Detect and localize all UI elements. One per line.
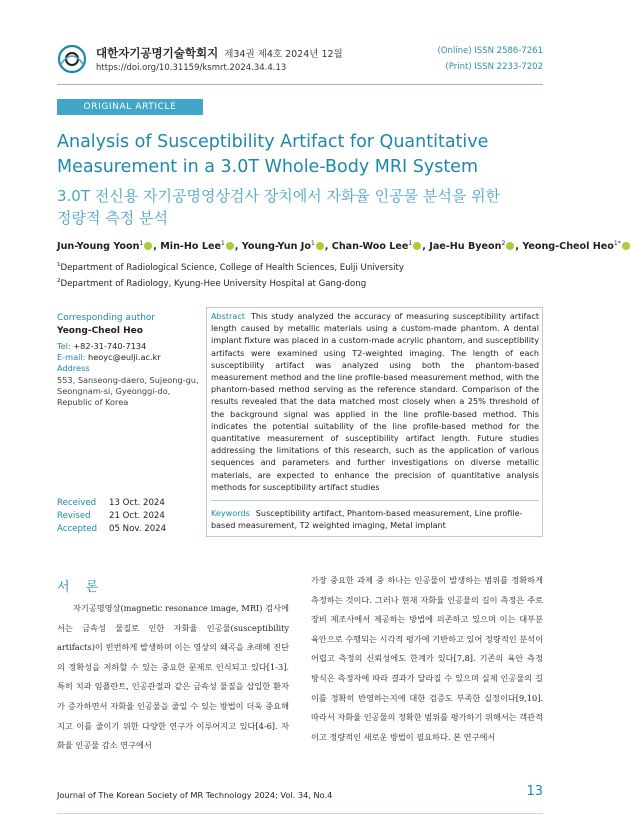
body-paragraph-left: 자기공명영상(magnetic resonance image, MRI) 검사에서는 금속성 물질로 인한 자화율 인공물(susceptibility artifacts)이 빈번하게 발생하며 이는 영상의 왜곡을 초래해 진단의 정확성을 저하할 수 있는 중요한 문제로 인식되고 있다[1-3]. 특히 치과 임플란트, 인공관절과 같은 금속성 물질을 삽입한 환자가 증가하면서 자화율 인공물을 줄일 수 있는 방법이 더욱 중요해지고 이를 줄이기 위한 다양한 연구가 이루어지고 있다[4-6]. 자화율 인공물 감소 연구에서 — [57, 603, 289, 751]
author-list: Jun-Young Yoon$^1$ , Min-Ho Lee$^1$ , Young-Yun Jo$^1$ , Chan-Woo Lee$^1$ , Jae-Hu Byeon$^2$ , Yeong-Cheol Heo$^{1*}$ — [57, 240, 557, 252]
author-name: Jae-Hu Byeon — [429, 241, 502, 253]
doi-link[interactable]: https://doi.org/10.31159/ksmrt.2024.34.4.13 — [96, 63, 287, 73]
title-english: Analysis of Susceptibility Artifact for Quantitative Measurement in a 3.0T Whole-Body MRI System — [57, 132, 489, 177]
title-korean: 3.0T 전신용 자기공명영상검사 장치에서 자화율 인공물 분석을 위한 정량적 측정 분석 — [57, 187, 501, 227]
body-paragraph-right: 가장 중요한 과제 중 하나는 인공물이 발생하는 범위를 정확하게 측정하는 것이다. 그러나 현재 자화율 인공물의 길이 측정은 주로 장비 제조사에서 제공하는 방법에 의존하고 있으며 이는 대부분 육안으로 수행되는 시각적 평가에 기반하고 있어 정량적인 분석이 어렵고 측정의 신뢰성에도 한계가 있다[7,8]. 기존의 육안 측정 방식은 측정자에 따라 결과가 달라질 수 있으며 실제 인공물의 길이를 정확히 반영하는지에 대한 검증도 부족한 실정이다[9,10]. 따라서 자화율 인공물의 정확한 범위를 평가하기 위해서는 객관적이고 정량적인 새로운 방법이 필요하다. 본 연구에서 — [311, 575, 543, 742]
keywords: Keywords Susceptibility artifact, Phantom-based measurement, Line profile-based measurement, T2 weighted imaging, Metal implant — [211, 508, 523, 531]
section-title: 서 론 — [57, 580, 105, 595]
orcid-icon[interactable] — [144, 242, 152, 250]
abstract: Abstract This study analyzed the accuracy of measuring susceptibility artifact length caused by metallic materials using a custom-made phantom. A dental implant fixture was placed in a custom-made acrylic phantom, and susceptibility artifacts were examined using T2-weighted imaging. The length of each susceptibility artifact was analyzed using both the phantom-based measurement method and the line profile-based measurement method, with the phantom-based method serving as the reference standard. Comparison of the results revealed that the data matched most closely when a 25% threshold of the background signal was applied in the line profile-based method. This indicates the potential suitability of the line profile-based method for the quantitative measurement of susceptibility artifact length. Future studies addressing the limitations of this research, such as the application of various sequences and parameters and further investigations on diverse metallic materials, are expected to enhance the precision of quantitative analysis methods for susceptibility artifact studies — [211, 311, 539, 492]
footer-journal: Journal of The Korean Society of MR Technology 2024; Vol. 34, No.4 — [57, 790, 333, 800]
orcid-icon[interactable] — [226, 242, 234, 250]
date-revised: Revised 21 Oct. 2024 — [57, 511, 165, 521]
orcid-icon[interactable] — [316, 242, 324, 250]
orcid-icon[interactable] — [413, 242, 421, 250]
address: 553, Sanseong-daero, Sujeong-gu, Seongnam-si, Gyeonggi-do, Republic of Korea — [57, 375, 199, 407]
author-name: Young-Yun Jo — [241, 241, 311, 253]
orcid-icon[interactable] — [506, 242, 514, 250]
author-name: Yeong-Cheol Heo — [522, 241, 614, 253]
journal-logo-icon — [57, 44, 87, 74]
address-label: Address — [57, 363, 90, 373]
issn-online: (Online) ISSN 2586-7261 — [437, 46, 543, 56]
email[interactable]: E-mail: heoyc@eulji.ac.kr — [57, 352, 161, 362]
journal-name: 대한자기공명기술학회지 제34권 제4호 2024년 12월 — [96, 46, 343, 60]
orcid-icon[interactable] — [622, 242, 630, 250]
author-name: Jun-Young Yoon — [57, 241, 140, 253]
issn-print: (Print) ISSN 2233-7202 — [445, 62, 543, 72]
corresponding-author-label: Corresponding author — [57, 313, 156, 323]
affiliation-2: $^2$Department of Radiology, Kyung-Hee University Hospital at Gang-dong — [57, 278, 367, 289]
date-received: Received 13 Oct. 2024 — [57, 498, 165, 508]
date-accepted: Accepted 05 Nov. 2024 — [57, 524, 167, 534]
article-type-badge: ORIGINAL ARTICLE — [57, 99, 203, 115]
header-divider — [57, 84, 543, 85]
keywords-divider — [211, 500, 539, 501]
tel: Tel: +82-31-740-7134 — [57, 341, 147, 351]
corresponding-author-name: Yeong-Cheol Heo — [57, 326, 143, 336]
footer-divider — [57, 813, 543, 814]
affiliation-1: $^1$Department of Radiological Science, College of Health Sciences, Eulji University — [57, 262, 404, 273]
author-name: Chan-Woo Lee — [331, 241, 409, 253]
author-name: Min-Ho Lee — [160, 241, 221, 253]
page-number: 13 — [526, 784, 543, 799]
